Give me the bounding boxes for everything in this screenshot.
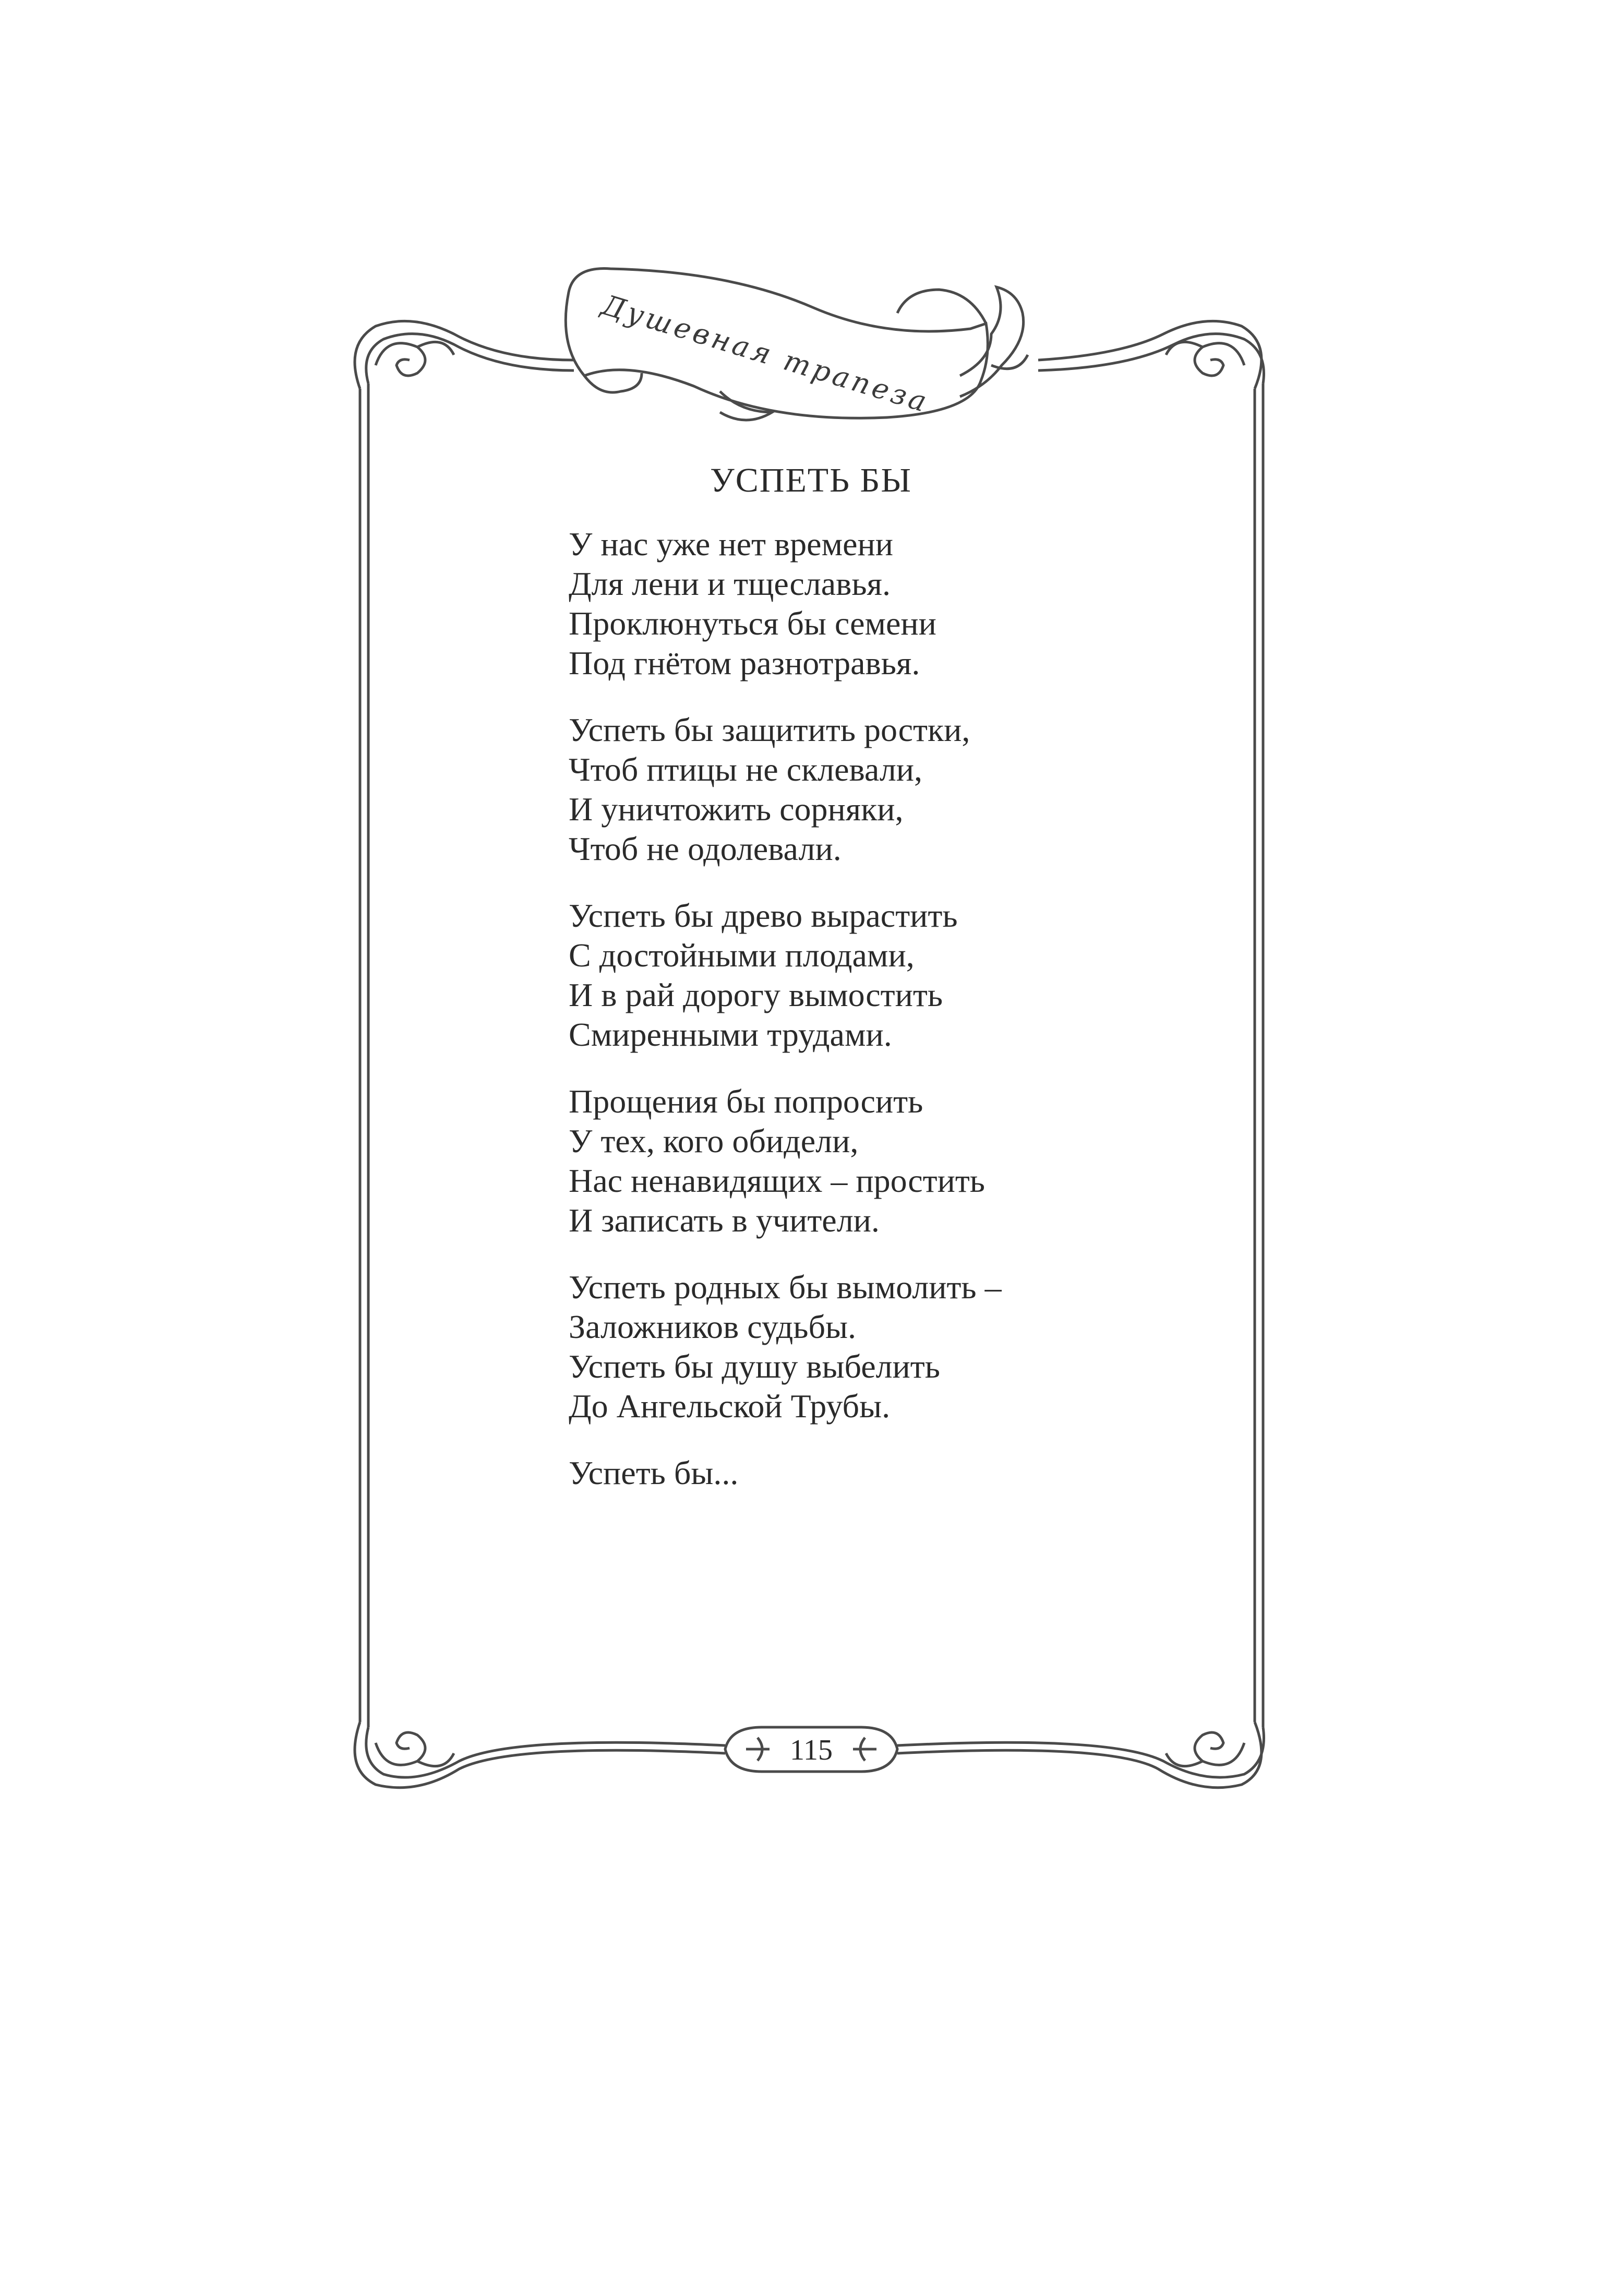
poem-line: Заложников судьбы. [569, 1308, 856, 1345]
poem-line: Для лени и тщеславья. [569, 565, 891, 602]
stanza [569, 1453, 1351, 1493]
poem-line: Успеть родных бы вымолить – [569, 1269, 1002, 1306]
poem-line: Чтоб птицы не склевали, [569, 751, 923, 788]
poem-line: И в рай дорогу вымостить [569, 976, 943, 1013]
poem-line: До Ангельской Трубы. [569, 1388, 891, 1425]
poem-line: Успеть бы душу выбелить [569, 1348, 940, 1385]
page-number: 115 [790, 1734, 833, 1766]
poem-line: Успеть бы... [569, 1454, 739, 1491]
poem-line: И уничтожить сорняки, [569, 791, 904, 828]
corner-ornament-top-left [376, 342, 454, 376]
poem-line: Нас ненавидящих – простить [569, 1162, 985, 1199]
stanza [569, 1267, 1351, 1426]
poem-line: Под гнётом разнотравья. [569, 644, 920, 681]
poem-line: Чтоб не одолевали. [569, 830, 842, 867]
poem-line: Успеть бы древо вырастить [569, 897, 958, 934]
poem-line: И записать в учители. [569, 1202, 880, 1239]
poem-line: Проклюнуться бы семени [569, 605, 936, 642]
stanza [569, 1082, 1351, 1240]
stanza [569, 710, 1351, 869]
poem-line: С достойными плодами, [569, 937, 915, 974]
section-title-banner: Душевная трапеза [598, 288, 933, 420]
poem-line: У нас уже нет времени [569, 525, 893, 563]
poem-body [569, 524, 1351, 1520]
stanza [569, 896, 1351, 1055]
poem-title: УСПЕТЬ БЫ [710, 461, 912, 499]
poem-line: Смиренными трудами. [569, 1016, 892, 1053]
poem-line: У тех, кого обидели, [569, 1122, 859, 1159]
poem-line: Успеть бы защитить ростки, [569, 711, 970, 748]
poem-line: Прощения бы попросить [569, 1083, 923, 1120]
stanza [569, 524, 1351, 683]
